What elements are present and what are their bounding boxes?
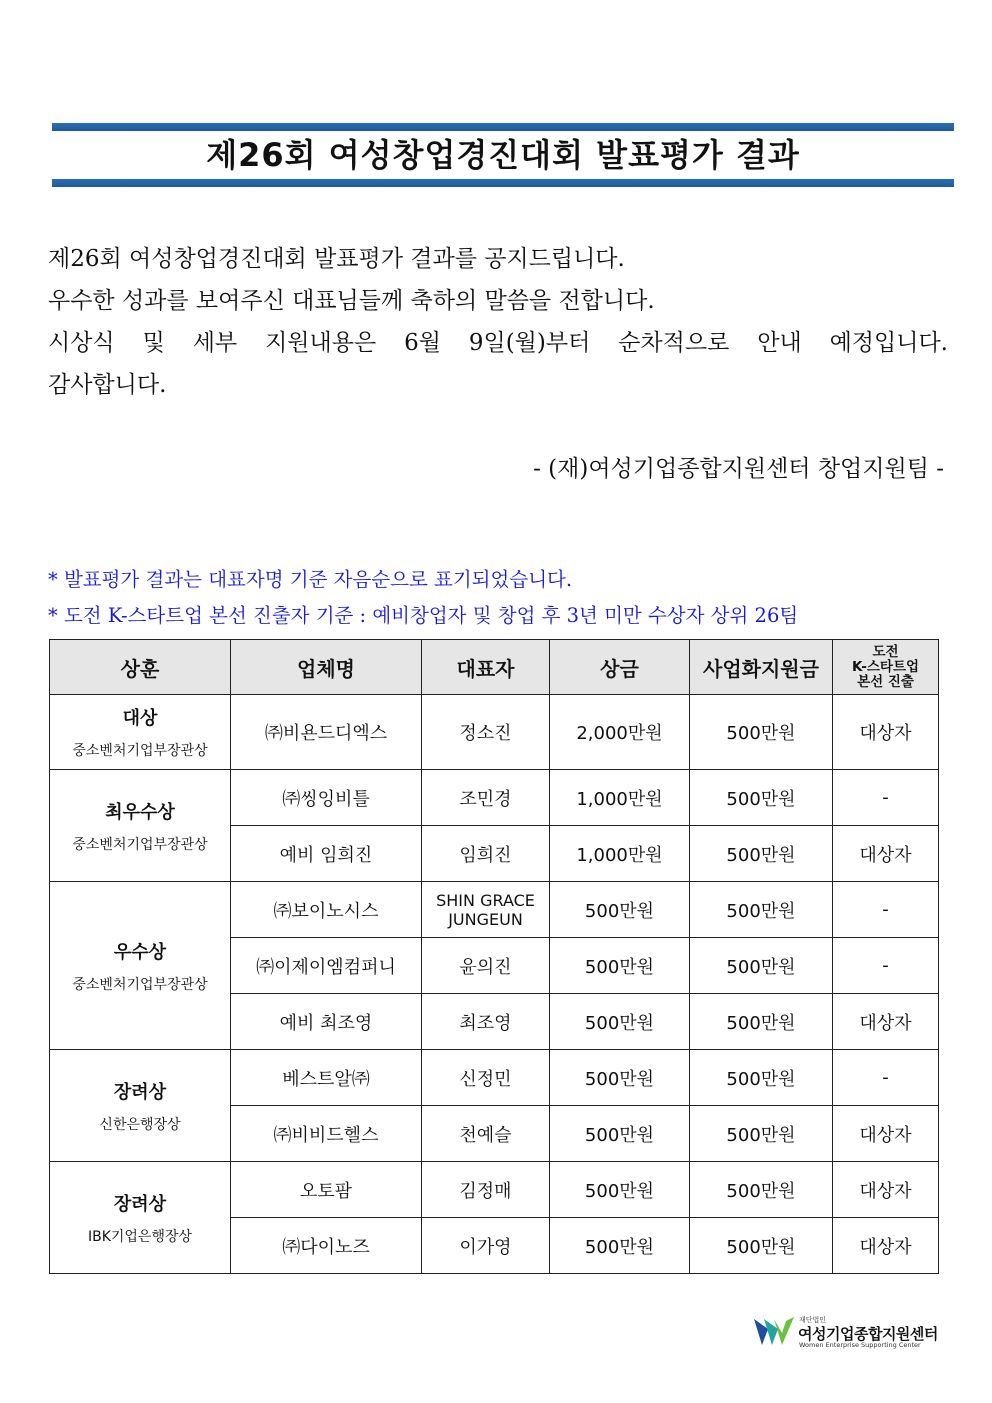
ceo-name-line: SHIN GRACE <box>436 890 535 910</box>
award-sub: 중소벤처기업부장관상 <box>72 976 208 993</box>
company-cell: ㈜보이노시스 <box>231 882 422 938</box>
award-name: 대상 <box>122 708 158 729</box>
company-cell: 예비 임희진 <box>231 826 422 882</box>
table-row <box>50 770 939 826</box>
support-cell: 500만원 <box>690 826 833 882</box>
table-row <box>50 1162 939 1218</box>
header-company: 업체명 <box>231 640 422 695</box>
company-cell: ㈜비비드헬스 <box>231 1106 422 1162</box>
ceo-cell: 정소진 <box>422 695 550 770</box>
table-row <box>50 1050 939 1106</box>
signature: - (재)여성기업종합지원센터 창업지원팀 - <box>533 456 944 482</box>
award-name: 장려상 <box>113 1193 167 1215</box>
company-cell: ㈜씽잉비틀 <box>231 770 422 826</box>
prize-cell: 1,000만원 <box>550 770 690 826</box>
ceo-cell: 조민경 <box>422 770 550 826</box>
kstartup-cell: 대상자 <box>833 994 939 1050</box>
logo-mark-icon <box>752 1315 796 1349</box>
note-line: * 발표평가 결과는 대표자명 기준 자음순으로 표기되었습니다. <box>48 568 573 591</box>
header-ceo: 대표자 <box>422 640 550 695</box>
support-cell: 500만원 <box>690 1218 833 1274</box>
support-cell: 500만원 <box>690 938 833 994</box>
kstartup-cell: 대상자 <box>833 695 939 770</box>
prize-cell: 1,000만원 <box>550 826 690 882</box>
ceo-cell: 김정매 <box>422 1162 550 1218</box>
header-kstartup-line: 본선 진출 <box>857 673 914 690</box>
prize-cell: 500만원 <box>550 994 690 1050</box>
award-sub: 중소벤처기업부장관상 <box>72 743 208 759</box>
support-cell: 500만원 <box>690 695 833 770</box>
ceo-cell: 신정민 <box>422 1050 550 1106</box>
table-row <box>50 695 939 770</box>
ceo-cell: 이가영 <box>422 1218 550 1274</box>
award-cell <box>50 1050 231 1162</box>
ceo-cell <box>422 882 550 938</box>
support-cell: 500만원 <box>690 882 833 938</box>
kstartup-cell: 대상자 <box>833 826 939 882</box>
company-cell: 예비 최조영 <box>231 994 422 1050</box>
prize-cell: 2,000만원 <box>550 695 690 770</box>
prize-cell: 500만원 <box>550 1218 690 1274</box>
prize-cell: 500만원 <box>550 1106 690 1162</box>
note-line: * 도전 K-스타트업 본선 진출자 기준 : 예비창업자 및 창업 후 3년 미만 수상자 상위 26팀 <box>48 604 799 627</box>
header-kstartup-line: 도전 <box>872 643 899 660</box>
header-prize: 상금 <box>550 640 690 695</box>
title-banner <box>52 123 954 187</box>
header-award: 상훈 <box>50 640 231 695</box>
logo-english: Women Enterprise Supporting Center <box>799 1341 921 1349</box>
title-bottom-bar <box>52 179 954 187</box>
ceo-name-line: JUNGEUN <box>448 909 523 929</box>
prize-cell: 500만원 <box>550 1162 690 1218</box>
header-support: 사업화지원금 <box>690 640 833 695</box>
kstartup-cell: 대상자 <box>833 1106 939 1162</box>
award-cell <box>50 1162 231 1274</box>
kstartup-cell: 대상자 <box>833 1162 939 1218</box>
table-row <box>50 882 939 938</box>
notes <box>48 562 948 634</box>
ceo-cell: 천예슬 <box>422 1106 550 1162</box>
kstartup-cell: - <box>833 882 939 938</box>
award-name: 우수상 <box>113 941 167 963</box>
prize-cell: 500만원 <box>550 882 690 938</box>
logo-small-text: 재단법인 <box>799 1316 827 1324</box>
results-table <box>49 639 939 1274</box>
intro-paragraph <box>48 238 948 406</box>
company-cell: ㈜비욘드디엑스 <box>231 695 422 770</box>
award-sub: 중소벤처기업부장관상 <box>72 836 208 853</box>
ceo-cell: 임희진 <box>422 826 550 882</box>
intro-line: 제26회 여성창업경진대회 발표평가 결과를 공지드립니다. <box>48 246 625 272</box>
support-cell: 500만원 <box>690 994 833 1050</box>
kstartup-cell: - <box>833 770 939 826</box>
organization-logo <box>752 1315 942 1351</box>
support-cell: 500만원 <box>690 1162 833 1218</box>
intro-line: 감사합니다. <box>48 372 167 398</box>
award-cell <box>50 770 231 882</box>
company-cell: ㈜다이노즈 <box>231 1218 422 1274</box>
header-kstartup-line: K-스타트업 <box>851 658 920 675</box>
award-cell <box>50 695 231 770</box>
company-cell: 오토팜 <box>231 1162 422 1218</box>
kstartup-cell: - <box>833 1050 939 1106</box>
intro-line: 우수한 성과를 보여주신 대표님들께 축하의 말씀을 전합니다. <box>48 288 655 314</box>
page-title: 제26회 여성창업경진대회 발표평가 결과 <box>206 136 800 174</box>
support-cell: 500만원 <box>690 1050 833 1106</box>
award-sub: IBK기업은행장상 <box>87 1228 193 1245</box>
kstartup-cell: - <box>833 938 939 994</box>
prize-cell: 500만원 <box>550 1050 690 1106</box>
table-header-row <box>50 640 939 695</box>
title-top-bar <box>52 123 954 131</box>
award-sub: 신한은행장상 <box>99 1116 181 1133</box>
ceo-cell: 윤의진 <box>422 938 550 994</box>
header-kstartup <box>833 640 939 695</box>
award-cell <box>50 882 231 1050</box>
kstartup-cell: 대상자 <box>833 1218 939 1274</box>
ceo-cell: 최조영 <box>422 994 550 1050</box>
logo-name: 여성기업종합지원센터 <box>798 1325 938 1343</box>
support-cell: 500만원 <box>690 770 833 826</box>
company-cell: 베스트알㈜ <box>231 1050 422 1106</box>
award-name: 최우수상 <box>105 801 175 823</box>
intro-line: 시상식 및 세부 지원내용은 6월 9일(월)부터 순차적으로 안내 예정입니다. <box>48 330 948 356</box>
support-cell: 500만원 <box>690 1106 833 1162</box>
prize-cell: 500만원 <box>550 938 690 994</box>
company-cell: ㈜이제이엠컴퍼니 <box>231 938 422 994</box>
award-name: 장려상 <box>113 1081 167 1103</box>
